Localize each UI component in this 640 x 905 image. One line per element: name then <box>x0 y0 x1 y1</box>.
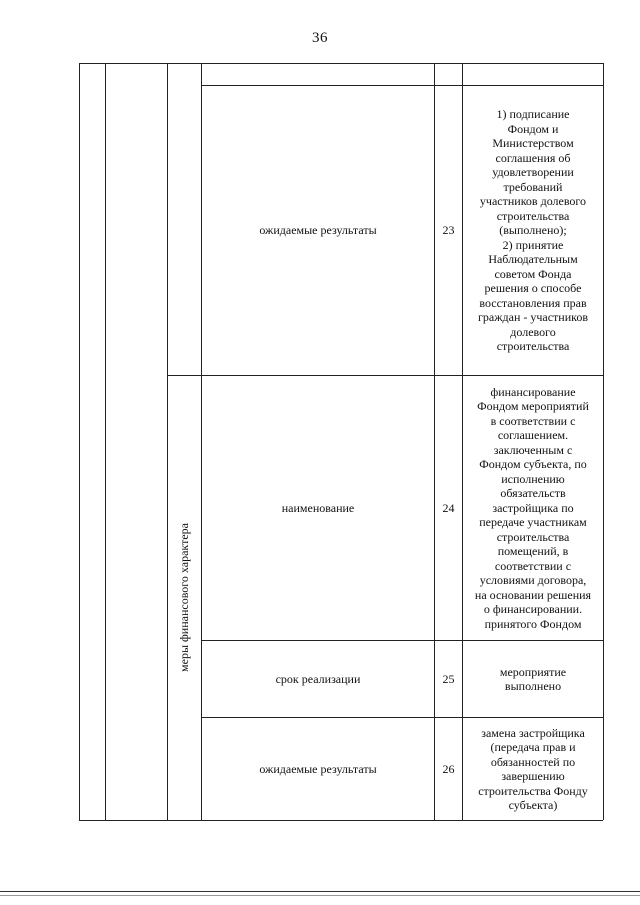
row-23-value-cell <box>463 86 603 375</box>
row-label: наименование <box>281 500 355 515</box>
section-label-cell <box>168 375 200 820</box>
row-26-value-cell <box>463 718 603 820</box>
row-25-number-cell <box>435 641 462 717</box>
row-number: 23 <box>442 223 455 238</box>
row-25-label-cell <box>202 641 434 717</box>
section-label: меры финансового характера <box>176 523 191 672</box>
row-value: мероприятие выполнено <box>499 664 567 693</box>
table-border-right <box>603 63 604 820</box>
row-value: замена застройщика (передача прав и обязанностей по завершению строительства Фонду субъекта) <box>478 725 588 812</box>
row-label: ожидаемые результаты <box>259 223 377 238</box>
table-border-bottom <box>79 820 603 821</box>
table-border-left <box>79 63 80 820</box>
row-label: ожидаемые результаты <box>259 761 377 776</box>
row-24-label-cell <box>202 376 434 640</box>
row-26-number-cell <box>435 718 462 820</box>
row-number: 24 <box>442 500 455 515</box>
footer-rule <box>0 895 640 896</box>
row-23-label-cell <box>202 86 434 375</box>
row-number: 25 <box>442 671 455 686</box>
row-25-value-cell <box>463 641 603 717</box>
table-border-top <box>79 63 603 64</box>
footer-rule <box>0 891 640 892</box>
row-24-number-cell <box>435 376 462 640</box>
row-label: срок реализации <box>275 671 361 686</box>
page-number: 36 <box>312 30 328 46</box>
row-number: 26 <box>442 761 455 776</box>
row-26-label-cell <box>202 718 434 820</box>
row-24-value-cell <box>463 376 603 640</box>
row-23-number-cell <box>435 86 462 375</box>
row-value: финансирование Фондом мероприятий в соответствии с соглашением. заключенным с Фондом субъекта, по исполнению обязательств застройщика по передаче участникам строительства помещений, в соответствии с условиями договора, на основании решения о финансировании. принятого Фондом <box>474 384 592 631</box>
column-divider <box>105 63 106 820</box>
row-value: 1) подписание Фондом и Министерством соглашения об удовлетворении требований участников долевого строительства (выполнено); 2) принятие Наблюдательным советом Фонда решения о способе восстановления прав граждан - участников долевого строительства <box>477 107 589 354</box>
